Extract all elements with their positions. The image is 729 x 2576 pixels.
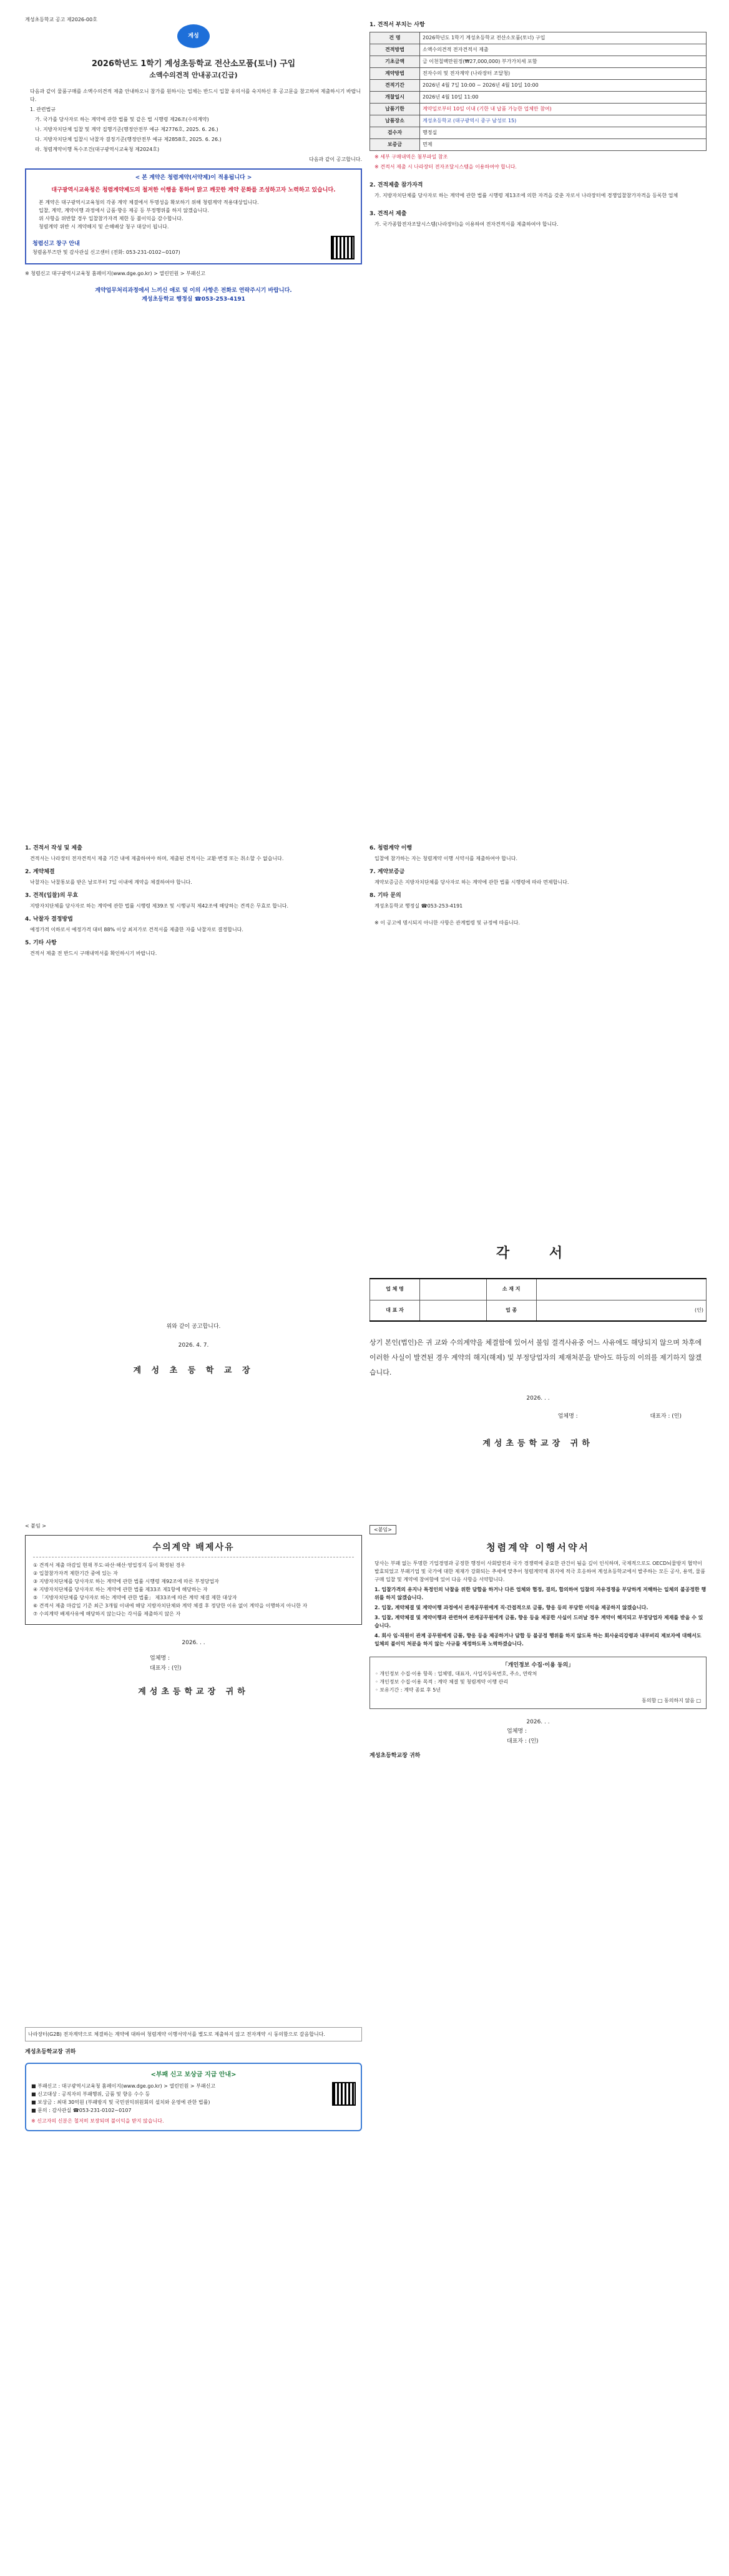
row-value: 계성초등학교 (대구광역시 중구 남성로 15) — [420, 115, 707, 127]
privacy-item-2: ◦ 보유기간 : 계약 종료 후 5년 — [375, 1687, 441, 1693]
section-2-text: 가. 지방자치단체를 당사자로 하는 계약에 관한 법률 시행령 제13조에 의한 자격을 갖춘 자로서 나라장터에 경쟁입찰참가자격을 등록한 업체 — [374, 193, 678, 198]
annex2-item-3: 4. 회사 임·직원이 관계 공무원에게 금품, 향응 등을 제공하거나 담합 등 불공정 행위를 하지 않도록 하는 회사윤리강령과 내부비리 제보자에 대해서도 일체의 불이익 처분을 하지 않는 사규를 제정하도록 노력하겠습니다. — [374, 1633, 702, 1647]
annex1-item-5: ⑥ 견적서 제출 마감일 기준 최근 3개월 이내에 해당 지방자치단체와 계약 체결 후 정당한 이유 없이 계약을 이행하지 아니한 자 — [33, 1603, 308, 1609]
row-label: 납품장소 — [370, 115, 420, 127]
table-row — [370, 104, 707, 115]
reward-title: <부패 신고 보상금 지급 안내> — [150, 2071, 237, 2078]
row-value: 행정실 — [420, 127, 707, 139]
row-value: 금 이천칠백만원정(₩27,000,000) 부가가치세 포함 — [420, 56, 707, 68]
closing-greeting: 위와 같이 공고합니다. — [166, 1324, 221, 1330]
reward-item-1: ■ 신고대상 : 공직자의 부패행위, 금품 및 향응 수수 등 — [31, 2091, 150, 2097]
row-label: 견적기간 — [370, 80, 420, 92]
row-label: 건 명 — [370, 32, 420, 44]
annex2-tag: <붙임> — [369, 1525, 396, 1534]
p3-sec-2-text: 지방자치단체를 당사자로 하는 계약에 관한 법률 시행령 제39조 및 시행규칙 제42조에 해당하는 견적은 무효로 합니다. — [30, 903, 288, 909]
annex2-text: 당사는 부패 없는 투명한 기업경영과 공정한 행정이 사회발전과 국가 경쟁력에 중요한 관건이 됨을 깊이 인식하며, 국제적으로도 OECD뇌물방지 협약이 발효되었고 부패기업 및 국가에 대한 제재가 강화되는 추세에 맞추어 청렴계약제 취지에 적극 호응하여 계성초등학교에서 발주하는 모든 공사, 용역, 물품 구매 입찰 및 계약에 참여함에 있어 다음 사항을 서약합니다. — [374, 1561, 705, 1582]
table-row — [370, 80, 707, 92]
pledge-label: 소 재 지 — [486, 1279, 536, 1300]
notice-page-2 — [369, 16, 707, 839]
table-row — [370, 127, 707, 139]
annex1-item-1: ② 입찰참가자격 제한기간 중에 있는 자 — [33, 1571, 118, 1576]
table-row — [370, 1300, 707, 1321]
p3-sec-4-title: 5. 기타 사항 — [25, 940, 57, 946]
annex1-rep: 대표자 : (인) — [150, 1665, 182, 1672]
annex2-rep: 대표자 : (인) — [507, 1738, 539, 1745]
annex-reward-page — [25, 2027, 362, 2539]
p3-sec-0-title: 1. 견적서 작성 및 제출 — [25, 845, 82, 851]
p3-sec-3-title: 4. 낙찰자 결정방법 — [25, 916, 73, 922]
row-value: 전자수의 및 전자계약 (나라장터 조달청) — [420, 68, 707, 80]
page-title: 2026학년도 1학기 계성초등학교 전산소모품(토너) 구입 — [91, 59, 296, 69]
pledge-value[interactable]: (인) — [536, 1300, 706, 1321]
reward-footer: ※ 신고자의 신분은 철저히 보장되며 불이익을 받지 않습니다. — [31, 2118, 164, 2124]
reward-banner — [25, 2063, 362, 2131]
annex2-date: 2026. . . — [526, 1719, 550, 1725]
pledge-text: 상기 본인(법인)은 귀 교와 수의계약을 체결함에 있어서 불임 결격사유중 어느 사유에도 해당되지 않으며 차후에 이러한 사실이 발견된 경우 계약의 해지(해제) 및 부정당업자의 제재처분을 받아도 하등의 이의를 제기하지 않겠습니다. — [369, 1339, 702, 1377]
section-1-title: 1. 견적서 부치는 사항 — [369, 22, 425, 28]
table-row — [370, 92, 707, 104]
annex1-title: 수의계약 배제사유 — [152, 1542, 235, 1552]
footer-blue: 계약업무처리과정에서 느끼신 애로 및 이의 사항은 전화로 연락주시기 바랍니다. — [95, 288, 292, 294]
footer-phone: 계성초등학교 행정실 ☎053-253-4191 — [142, 296, 245, 303]
annex1-tag: < 붙임 > — [25, 1523, 46, 1529]
qr-code-icon — [331, 236, 355, 259]
qr-code-icon — [332, 2082, 356, 2106]
reward-item-0: ■ 부패신고 : 대구광역시교육청 홈페이지(www.dge.go.kr) > 열린민원 > 부패신고 — [31, 2083, 216, 2089]
privacy-title: 「개인정보 수집·이용 동의」 — [502, 1662, 574, 1668]
annex1-item-2: ③ 지방자치단체를 당사자로 하는 계약에 관한 법률 시행령 제92조에 따른 부정당업자 — [33, 1579, 219, 1584]
greeting: 다음과 같이 공고합니다. — [309, 157, 362, 162]
privacy-agree-checkbox[interactable]: 동의함 □ 동의하지 않음 □ — [642, 1698, 701, 1703]
integrity-item-2: 위 사항을 위반할 경우 입찰참가자격 제한 등 불이익을 감수합니다. — [39, 216, 183, 221]
annex1-item-3: ④ 지방자치단체를 당사자로 하는 계약에 관한 법률 제33조 제1항에 해당하는 자 — [33, 1587, 208, 1592]
annex2-school: 계성초등학교장 귀하 — [369, 1753, 421, 1759]
bid-info-table — [369, 32, 707, 151]
p3-sec-1-title: 2. 계약체결 — [25, 869, 55, 875]
integrity-item-1: 입찰, 계약, 계약이행 과정에서 금품·향응 제공 등 부정행위를 하지 않겠습니다. — [39, 208, 209, 213]
p4-sec-2-title: 8. 기타 문의 — [369, 893, 401, 899]
pledge-date: 2026. . . — [526, 1395, 550, 1402]
annex2-item-1: 2. 입찰, 계약체결 및 계약이행 과정에서 관계공무원에게 직·간접적으로 금품, 향응 등의 부당한 이익을 제공하지 않겠습니다. — [374, 1605, 648, 1610]
contact-text: 청렴옴부즈만 및 감사관실 신고센터 (전화: 053-231-0102~0107) — [32, 249, 180, 255]
annex1-item-0: ① 견적서 제출 마감일 현재 부도·파산·해산·영업정지 등이 확정된 경우 — [33, 1562, 185, 1568]
p3-sec-3-text: 예정가격 이하로서 예정가격 대비 88% 이상 최저가로 견적서를 제출한 자를 낙찰자로 결정합니다. — [30, 927, 243, 932]
p3-sec-4-text: 견적서 제출 전 반드시 구매내역서를 확인하시기 바랍니다. — [30, 951, 157, 956]
closing-date: 2026. 4. 7. — [178, 1342, 209, 1349]
annex1-date: 2026. . . — [182, 1640, 205, 1646]
row-label: 계약방법 — [370, 68, 420, 80]
row-label: 보증금 — [370, 139, 420, 151]
p4-final-note: ※ 이 공고에 명시되지 아니한 사항은 관계법령 및 규정에 따릅니다. — [374, 920, 521, 926]
closing-school: 계 성 초 등 학 교 장 — [133, 1366, 254, 1375]
row-value: 면제 — [420, 139, 707, 151]
row-label: 견적방법 — [370, 44, 420, 56]
p3-sec-1-text: 낙찰자는 낙찰통보를 받은 날로부터 7일 이내에 계약을 체결하여야 합니다. — [30, 879, 192, 885]
table-row — [370, 1279, 707, 1300]
pledge-table — [369, 1278, 707, 1322]
ref-2: 나. 지방자치단체 입찰 및 계약 집행기준(행정안전부 예규 제2776호, 2025. 6. 26.) — [35, 127, 218, 132]
pledge-title: 각 서 — [496, 1246, 580, 1261]
footer-note: ※ 청렴신고 대구광역시교육청 홈페이지(www.dge.go.kr) > 열린민원 > 부패신고 — [25, 271, 205, 276]
annex1-company: 업체명 : — [150, 1655, 170, 1662]
privacy-item-1: ◦ 개인정보 수집·이용 목적 : 계약 체결 및 청렴계약 이행 관리 — [375, 1679, 509, 1685]
ref-0: 1. 관련법규 — [30, 107, 56, 112]
ref-3: 다. 지방자치단체 입찰시 낙찰자 결정기준(행정안전부 예규 제2858호, 2025. 6. 26.) — [35, 137, 222, 142]
annex1-box — [25, 1535, 362, 1625]
row-label: 검수자 — [370, 127, 420, 139]
annex-exclusion-page — [25, 1522, 362, 2008]
pledge-company-label: 업체명 : — [557, 1413, 578, 1420]
table-row — [370, 115, 707, 127]
ref-4: 라. 청렴계약이행 특수조건(대구광역시교육청 제2024호) — [35, 147, 160, 152]
pledge-value[interactable] — [420, 1300, 487, 1321]
pledge-company-line — [369, 1411, 707, 1421]
pledge-label: 업 종 — [486, 1300, 536, 1321]
annex2-item-2: 3. 입찰, 계약체결 및 계약이행과 관련하여 관계공무원에게 금품, 향응 등을 제공한 사실이 드러날 경우 계약이 해지되고 부정당업자 제재를 받을 수 있습니다. — [374, 1615, 703, 1629]
pledge-value[interactable] — [536, 1279, 706, 1300]
integrity-box — [25, 168, 362, 264]
table-row — [370, 68, 707, 80]
row-value: 2026년 4월 7일 10:00 ~ 2026년 4월 10일 10:00 — [420, 80, 707, 92]
section-3-text: 가. 국가종합전자조달시스템(나라장터)을 이용하여 전자견적서를 제출하여야 합니다. — [374, 221, 559, 227]
pledge-rep-label: 대표자 : (인) — [650, 1413, 682, 1420]
p4-sec-1-title: 7. 계약보증금 — [369, 869, 405, 875]
privacy-item-0: ◦ 개인정보 수집·이용 항목 : 업체명, 대표자, 사업자등록번호, 주소, 연락처 — [375, 1671, 537, 1677]
annex2-item-0: 1. 입찰가격의 유지나 특정인의 낙찰을 위한 담합을 하거나 다른 업체와 협정, 결의, 합의하여 입찰의 자유경쟁을 부당하게 저해하는 일체의 불공정한 행위를 하지 않겠습니다. — [374, 1587, 707, 1600]
ref-1: 가. 국가를 당사자로 하는 계약에 관한 법률 및 같은 법 시행령 제26조(수의계약) — [35, 117, 209, 122]
annex2-company: 업체명 : — [507, 1728, 527, 1735]
pledge-school: 계성초등학교장 귀하 — [482, 1439, 594, 1448]
section-2-title: 2. 견적제출 참가자격 — [369, 182, 423, 188]
annex3-school: 계성초등학교장 귀하 — [25, 2049, 76, 2055]
notice-closing — [25, 1247, 362, 1484]
p3-sec-0-text: 견적서는 나라장터 전자견적서 제출 기간 내에 제출하여야 하며, 제출된 견적서는 교환·변경 또는 취소할 수 없습니다. — [30, 856, 284, 861]
p4-sec-0-title: 6. 청렴계약 이행 — [369, 845, 413, 851]
table-row — [370, 44, 707, 56]
privacy-box — [369, 1657, 707, 1709]
reward-item-3: ■ 문의 : 감사관실 ☎053-231-0102~0107 — [31, 2108, 132, 2113]
annex-integrity-page — [369, 1522, 707, 2270]
note-1: ※ 견적서 제출 시 나라장터 전자조달시스템을 이용하여야 합니다. — [374, 164, 517, 170]
pledge-label: 업 체 명 — [370, 1279, 420, 1300]
integrity-item-3: 청렴계약 위반 시 계약해지 및 손해배상 청구 대상이 됩니다. — [39, 224, 169, 230]
page-subtitle: 소액수의견적 안내공고(긴급) — [149, 71, 238, 79]
row-value: 계약일로부터 10일 이내 (기한 내 납품 가능한 업체만 참여) — [420, 104, 707, 115]
table-row — [370, 139, 707, 151]
row-value: 2026학년도 1학기 계성초등학교 전산소모품(토너) 구입 — [420, 32, 707, 44]
table-row — [370, 32, 707, 44]
row-label: 기초금액 — [370, 56, 420, 68]
p3-sec-2-title: 3. 견적(입찰)의 무효 — [25, 893, 79, 899]
annex1-item-4: ⑤ 「지방자치단체를 당사자로 하는 계약에 관한 법률」 제33조에 따른 계약 체결 제한 대상자 — [33, 1595, 237, 1600]
pledge-page — [369, 1238, 707, 1500]
pledge-value[interactable] — [420, 1279, 487, 1300]
section-3-title: 3. 견적서 제출 — [369, 211, 407, 217]
integrity-lead: 대구광역시교육청은 청렴계약제도의 철저한 이행을 통하여 맑고 깨끗한 계약 문화를 조성하고자 노력하고 있습니다. — [51, 187, 336, 193]
annex1-item-6: ⑦ 수의계약 배제사유에 해당하지 않는다는 각서를 제출하지 않은 자 — [33, 1611, 181, 1617]
table-row — [370, 56, 707, 68]
annex3-notice: 나라장터(G2B) 전자계약으로 체결하는 계약에 대하여 청렴계약 이행서약서를 별도로 제출하지 않고 전자계약 시 동의함으로 갈음합니다. — [25, 2027, 362, 2041]
school-logo-icon: 계성 — [177, 24, 210, 48]
note-0: ※ 세부 구매내역은 첨부파일 참조 — [374, 154, 448, 160]
row-value: 2026년 4월 10일 11:00 — [420, 92, 707, 104]
p4-sec-0-text: 입찰에 참가하는 자는 청렴계약 이행 서약서를 제출하여야 합니다. — [374, 856, 517, 861]
intro-text: 다음과 같이 물품구매를 소액수의견적 제출 안내하오니 참가를 원하시는 업체는 반드시 입찰 유의서를 숙지하신 후 공고문을 참고하여 제출하시기 바랍니다. — [30, 89, 361, 102]
row-value: 소액수의견적 전자견적서 제출 — [420, 44, 707, 56]
pledge-label: 대 표 자 — [370, 1300, 420, 1321]
reward-item-2: ■ 보상금 : 최대 30억원 (부패방지 및 국민권익위원회의 설치와 운영에 관한 법률) — [31, 2099, 210, 2105]
row-label: 개찰일시 — [370, 92, 420, 104]
row-label: 납품기한 — [370, 104, 420, 115]
integrity-box-title: < 본 계약은 청렴계약(서약제)이 적용됩니다 > — [135, 175, 252, 181]
annex1-school: 계성초등학교장 귀하 — [138, 1687, 249, 1697]
p4-sec-1-text: 계약보증금은 지방자치단체를 당사자로 하는 계약에 관한 법률 시행령에 따라 면제합니다. — [374, 879, 569, 885]
annex2-title: 청렴계약 이행서약서 — [486, 1542, 590, 1553]
p4-sec-2-text: 계성초등학교 행정실 ☎053-253-4191 — [374, 903, 463, 909]
notice-number: 계성초등학교 공고 제2026-00호 — [25, 17, 97, 22]
notice-page-1 — [25, 16, 362, 839]
integrity-item-0: 본 계약은 대구광역시교육청의 각종 계약 체결에서 투명성을 확보하기 위해 청렴계약 적용대상입니다. — [39, 200, 259, 205]
contact-title: 청렴신고 창구 안내 — [32, 240, 80, 247]
